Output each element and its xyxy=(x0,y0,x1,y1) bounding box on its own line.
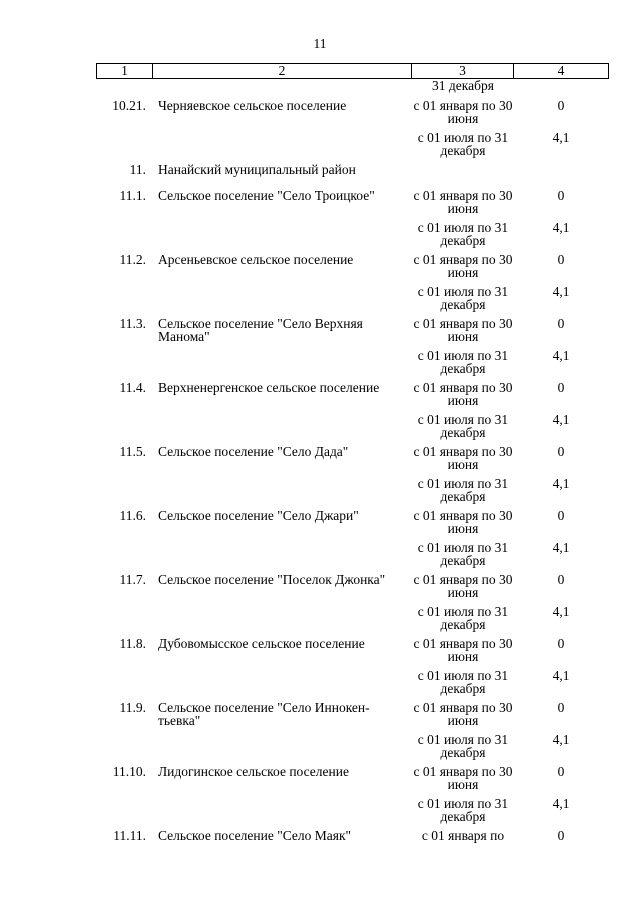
row-rate: 4,1 xyxy=(552,220,570,235)
table-row xyxy=(96,509,609,541)
row-rate: 0 xyxy=(557,316,565,331)
header-col-3: 3 xyxy=(412,64,514,78)
row-period: с 01 января по 30 июня xyxy=(413,98,513,126)
table-body xyxy=(96,99,609,861)
row-period: с 01 июля по 31 декабря xyxy=(417,220,509,248)
row-rate: 0 xyxy=(557,636,565,651)
table-row xyxy=(96,381,609,413)
row-period: с 01 июля по 31 декабря xyxy=(417,412,509,440)
table-row xyxy=(96,701,609,733)
row-number: 11.10. xyxy=(112,764,146,779)
table-row xyxy=(96,477,609,509)
row-name: Сельское поселение "Село Дада" xyxy=(158,444,349,459)
table-row xyxy=(96,349,609,381)
row-period: с 01 июля по 31 декабря xyxy=(417,130,509,158)
row-number: 11.11. xyxy=(113,828,146,843)
table-row xyxy=(96,797,609,829)
row-period: с 01 июля по 31 декабря xyxy=(417,604,509,632)
row-rate: 0 xyxy=(557,98,565,113)
row-period: с 01 июля по 31 декабря xyxy=(417,732,509,760)
row-rate: 4,1 xyxy=(552,284,570,299)
row-rate: 4,1 xyxy=(552,732,570,747)
row-name: Арсеньевское сельское поселение xyxy=(158,252,354,267)
continuation-text: 31 декабря xyxy=(432,78,494,93)
table-row xyxy=(96,285,609,317)
row-period: с 01 января по 30 июня xyxy=(413,380,513,408)
header-col-1: 1 xyxy=(97,64,153,78)
table-row xyxy=(96,413,609,445)
row-period: с 01 июля по 31 декабря xyxy=(417,668,509,696)
row-number: 11.2. xyxy=(119,252,146,267)
row-number: 11.6. xyxy=(119,508,146,523)
row-rate: 4,1 xyxy=(552,348,570,363)
row-period: с 01 июля по 31 декабря xyxy=(417,348,509,376)
row-name: Сельское поселение "Село Верхняя Манома" xyxy=(158,316,363,344)
row-rate: 4,1 xyxy=(552,412,570,427)
table-row xyxy=(96,131,609,163)
row-period: с 01 июля по 31 декабря xyxy=(417,476,509,504)
table-row xyxy=(96,573,609,605)
row-period: с 01 июля по 31 декабря xyxy=(417,284,509,312)
row-rate: 0 xyxy=(557,828,565,843)
table-row xyxy=(96,829,609,861)
table-row xyxy=(96,669,609,701)
row-rate: 4,1 xyxy=(552,540,570,555)
row-name: Лидогинское сельское поселение xyxy=(158,764,349,779)
row-name: Дубовомысское сельское поселение xyxy=(158,636,365,651)
table-row xyxy=(96,221,609,253)
row-rate: 0 xyxy=(557,380,565,395)
table-row xyxy=(96,605,609,637)
row-name: Верхненергенское сельское поселение xyxy=(158,380,380,395)
row-name: Сельское поселение "Село Маяк" xyxy=(158,828,352,843)
header-col-4: 4 xyxy=(557,63,565,78)
row-number: 11.3. xyxy=(119,316,146,331)
table-row xyxy=(96,99,609,131)
row-period: с 01 июля по 31 декабря xyxy=(417,540,509,568)
table-row xyxy=(96,253,609,285)
row-name: Черняевское сельское поселение xyxy=(158,98,347,113)
row-rate: 4,1 xyxy=(552,604,570,619)
row-period: с 01 января по 30 июня xyxy=(413,444,513,472)
row-number: 11.5. xyxy=(119,444,146,459)
row-period: с 01 января по 30 июня xyxy=(413,764,513,792)
row-period: с 01 января по 30 июня xyxy=(413,316,513,344)
row-period: с 01 января по 30 июня xyxy=(413,188,513,216)
table-row xyxy=(96,445,609,477)
row-number: 11. xyxy=(129,162,146,177)
row-rate: 0 xyxy=(557,764,565,779)
row-rate: 0 xyxy=(557,188,565,203)
row-name: Сельское поселение "Село Джари" xyxy=(158,508,359,523)
row-rate: 4,1 xyxy=(552,668,570,683)
row-period: с 01 июля по 31 декабря xyxy=(417,796,509,824)
row-period: с 01 января по 30 июня xyxy=(413,252,513,280)
table-row xyxy=(96,189,609,221)
row-rate: 0 xyxy=(557,508,565,523)
row-rate: 4,1 xyxy=(552,476,570,491)
table-row xyxy=(96,765,609,797)
row-rate: 4,1 xyxy=(552,130,570,145)
header-col-2: 2 xyxy=(153,64,412,78)
row-number: 11.1. xyxy=(119,188,146,203)
row-period: с 01 января по 30 июня xyxy=(413,700,513,728)
table-row xyxy=(96,541,609,573)
page-number: 11 xyxy=(313,36,327,51)
row-number: 11.9. xyxy=(119,700,146,715)
row-rate: 4,1 xyxy=(552,796,570,811)
table-header xyxy=(96,63,609,79)
row-rate: 0 xyxy=(557,252,565,267)
row-name: Сельское поселение "Село Иннокен-тьевка" xyxy=(158,700,370,728)
row-period: с 01 января по 30 июня xyxy=(413,508,513,536)
row-period: с 01 января по xyxy=(421,828,505,843)
table-row xyxy=(96,317,609,349)
row-number: 11.8. xyxy=(119,636,146,651)
row-rate: 0 xyxy=(557,572,565,587)
table-row xyxy=(96,163,609,189)
row-name: Нанайский муниципальный район xyxy=(158,162,356,177)
table-row xyxy=(96,733,609,765)
table-row xyxy=(96,637,609,669)
row-rate: 0 xyxy=(557,700,565,715)
row-number: 10.21. xyxy=(112,98,146,113)
row-name: Сельское поселение "Село Троицкое" xyxy=(158,188,375,203)
row-name: Сельское поселение "Поселок Джонка" xyxy=(158,572,386,587)
row-number: 11.7. xyxy=(119,572,146,587)
row-number: 11.4. xyxy=(119,380,146,395)
row-period: с 01 января по 30 июня xyxy=(413,572,513,600)
row-period: с 01 января по 30 июня xyxy=(413,636,513,664)
row-rate: 0 xyxy=(557,444,565,459)
